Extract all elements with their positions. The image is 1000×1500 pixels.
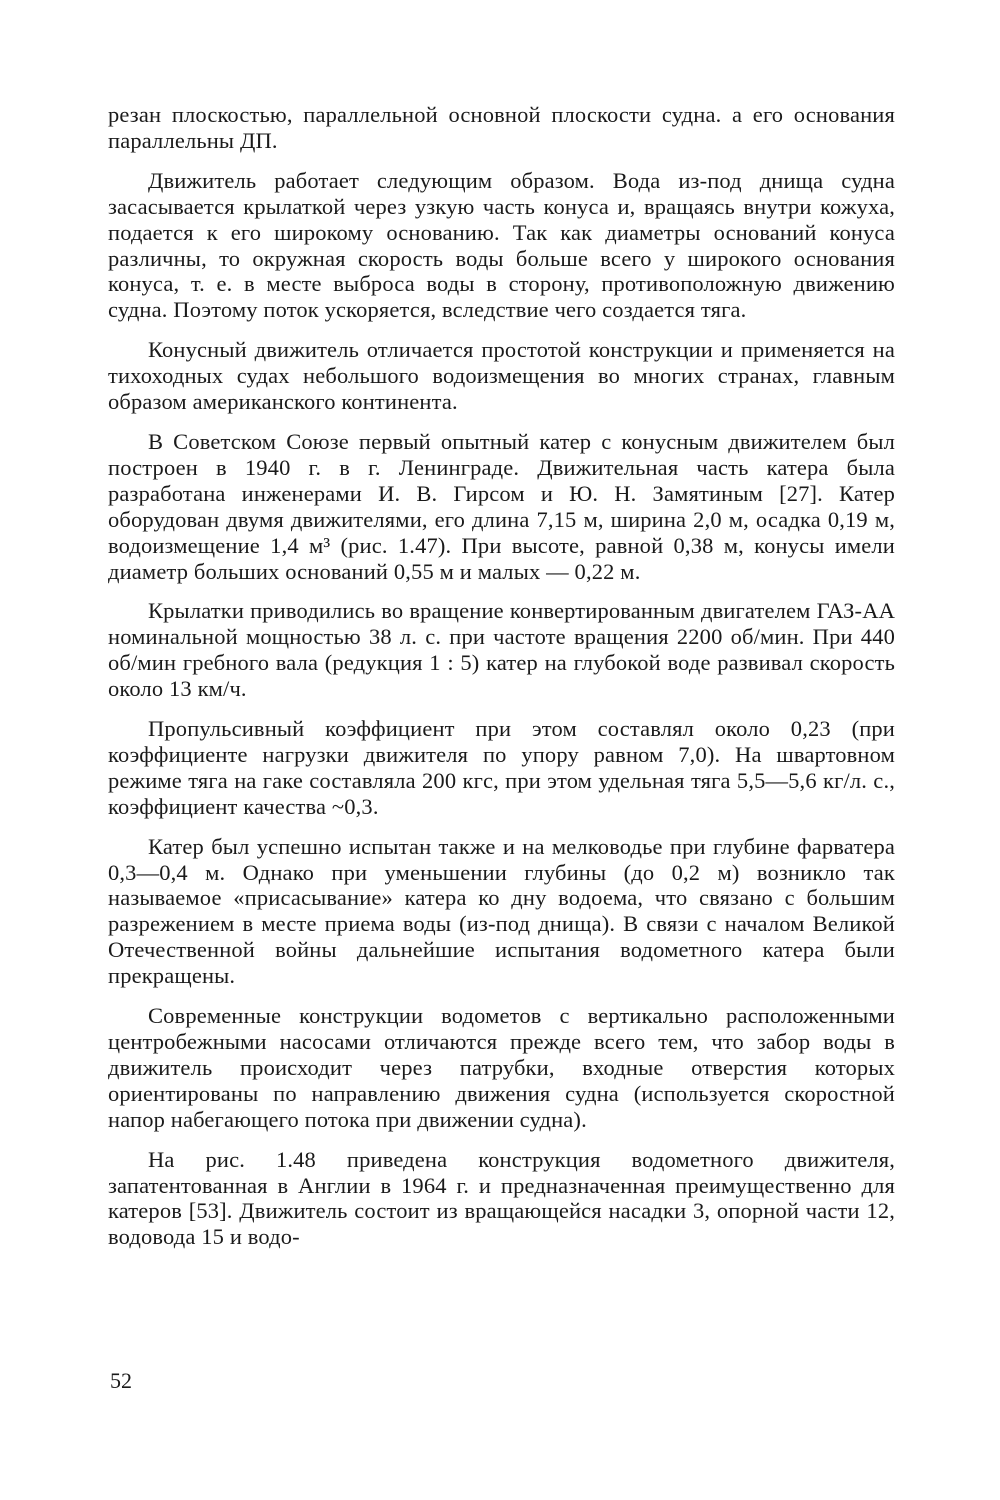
page-number: 52	[110, 1368, 132, 1393]
paragraph-shallow-water: Катер был успешно испытан также и на мелководье при глубине фарватера 0,3—0,4 м. Однако при уменьшении глубины (до 0,2 м) возникло так называемое «присасывание» катера ко дну водоема, что связано с большим разрежением в месте приема воды (из-под днища). В связи с началом Великой Отечественной войны дальнейшие испытания водометного катера были прекращены.	[108, 833, 895, 989]
paragraph-continuation: резан плоскостью, параллельной основной плоскости судна. а его основания параллельны ДП.	[108, 102, 895, 153]
paragraph-propulsor-operation: Движитель работает следующим образом. Вода из-под днища судна засасывается крылаткой через узкую часть конуса и, вращаясь внутри кожуха, подается к его широкому основанию. Так как диаметры оснований конуса различны, то окружная скорость воды больше всего у широкого основания конуса, т. е. в месте выброса воды в сторону, противоположную движению судна. Поэтому поток ускоряется, вследствие чего создается тяга.	[108, 167, 895, 323]
paragraph-soviet-boat: В Советском Союзе первый опытный катер с конусным движителем был построен в 1940 г. в г. Ленинграде. Движительная часть катера была разработана инженерами И. В. Гирсом и Ю. Н. Замятиным [27]. Катер оборудован двумя движителями, его длина 7,15 м, ширина 2,0 м, осадка 0,19 м, водоизмещение 1,4 м³ (рис. 1.47). При высоте, равной 0,38 м, конусы имели диаметр больших оснований 0,55 м и малых — 0,22 м.	[108, 428, 895, 584]
paragraph-propulsive-coefficient: Пропульсивный коэффициент при этом составлял около 0,23 (при коэффициенте нагрузки движителя по упору равном 7,0). На швартовном режиме тяга на гаке составляла 200 кгс, при этом удельная тяга 5,5—5,6 кг/л. с., коэффициент качества ~0,3.	[108, 716, 895, 819]
paragraph-impellers: Крылатки приводились во вращение конвертированным двигателем ГАЗ-АА номинальной мощностью 38 л. с. при частоте вращения 2200 об/мин. При 440 об/мин гребного вала (редукция 1 : 5) катер на глубокой воде развивал скорость около 13 км/ч.	[108, 598, 895, 702]
paragraph-cone-propulsor: Конусный движитель отличается простотой конструкции и применяется на тихоходных судах небольшого водоизмещения во многих странах, главным образом американского континента.	[108, 337, 895, 415]
page-body	[108, 102, 895, 1264]
paragraph-modern-designs: Современные конструкции водометов с вертикально расположенными центробежными насосами отличаются прежде всего тем, что забор воды в движитель происходит через патрубки, входные отверстия которых ориентированы по направлению движения судна (используется скоростной напор набегающего потока при движении судна).	[108, 1003, 895, 1132]
paragraph-fig-1-48: На рис. 1.48 приведена конструкция водометного движителя, запатентованная в Англии в 1964 г. и предназначенная преимущественно для катеров [53]. Движитель состоит из вращающейся насадки 3, опорной части 12, водовода 15 и водо-	[108, 1146, 895, 1250]
